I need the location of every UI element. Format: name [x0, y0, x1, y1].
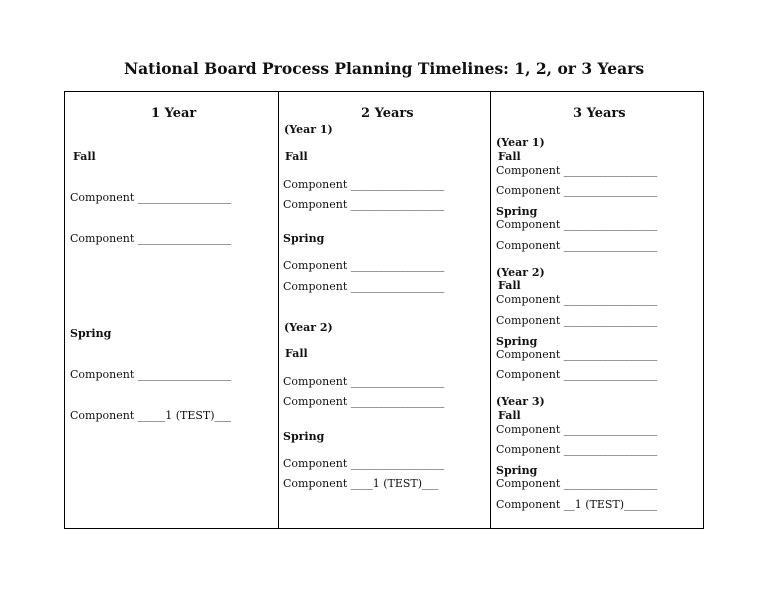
- timeline-table: [64, 91, 704, 529]
- col3-component-1: Component _________________: [496, 164, 658, 177]
- col2-spring1-label: Spring: [283, 232, 325, 245]
- col3-year3-label: (Year 3): [496, 395, 545, 408]
- col2-component-7: Component _________________: [283, 457, 445, 470]
- col1-heading: 1 Year: [151, 106, 197, 121]
- col2-component-6: Component _________________: [283, 395, 445, 408]
- col2-heading: 2 Years: [361, 106, 414, 121]
- col2-spring2-label: Spring: [283, 430, 325, 443]
- column-divider: [278, 92, 279, 528]
- col1-component-1: Component _________________: [70, 191, 232, 204]
- col1-component-4: Component _____1 (TEST)___: [70, 409, 232, 422]
- col3-component-2: Component _________________: [496, 184, 658, 197]
- col2-component-8: Component ____1 (TEST)___: [283, 477, 439, 490]
- col2-component-4: Component _________________: [283, 280, 445, 293]
- col3-component-9: Component _________________: [496, 423, 658, 436]
- col2-component-3: Component _________________: [283, 259, 445, 272]
- col3-year2-label: (Year 2): [496, 266, 545, 279]
- col3-spring1-label: Spring: [496, 205, 538, 218]
- col3-component-10: Component _________________: [496, 443, 658, 456]
- col2-year1-label: (Year 1): [284, 123, 333, 136]
- col3-heading: 3 Years: [573, 106, 626, 121]
- col2-component-2: Component _________________: [283, 198, 445, 211]
- col3-component-4: Component _________________: [496, 239, 658, 252]
- col3-component-11: Component _________________: [496, 477, 658, 490]
- col3-component-12: Component __1 (TEST)______: [496, 498, 658, 511]
- col1-fall-label: Fall: [73, 150, 96, 163]
- col3-spring3-label: Spring: [496, 464, 538, 477]
- col3-component-5: Component _________________: [496, 293, 658, 306]
- col3-component-3: Component _________________: [496, 218, 658, 231]
- page-title: National Board Process Planning Timelines: 1, 2, or 3 Years: [123, 59, 645, 78]
- col1-spring-label: Spring: [70, 327, 112, 340]
- col1-component-3: Component _________________: [70, 368, 232, 381]
- col2-component-1: Component _________________: [283, 178, 445, 191]
- col2-year2-label: (Year 2): [284, 321, 333, 334]
- col2-fall2-label: Fall: [285, 347, 308, 360]
- col3-component-8: Component _________________: [496, 368, 658, 381]
- col3-component-7: Component _________________: [496, 348, 658, 361]
- col3-component-6: Component _________________: [496, 314, 658, 327]
- col1-component-2: Component _________________: [70, 232, 232, 245]
- col2-component-5: Component _________________: [283, 375, 445, 388]
- col3-fall2-label: Fall: [498, 279, 521, 292]
- col3-spring2-label: Spring: [496, 335, 538, 348]
- col3-year1-label: (Year 1): [496, 136, 545, 149]
- col3-fall1-label: Fall: [498, 150, 521, 163]
- column-divider: [490, 92, 491, 528]
- col2-fall1-label: Fall: [285, 150, 308, 163]
- col3-fall3-label: Fall: [498, 409, 521, 422]
